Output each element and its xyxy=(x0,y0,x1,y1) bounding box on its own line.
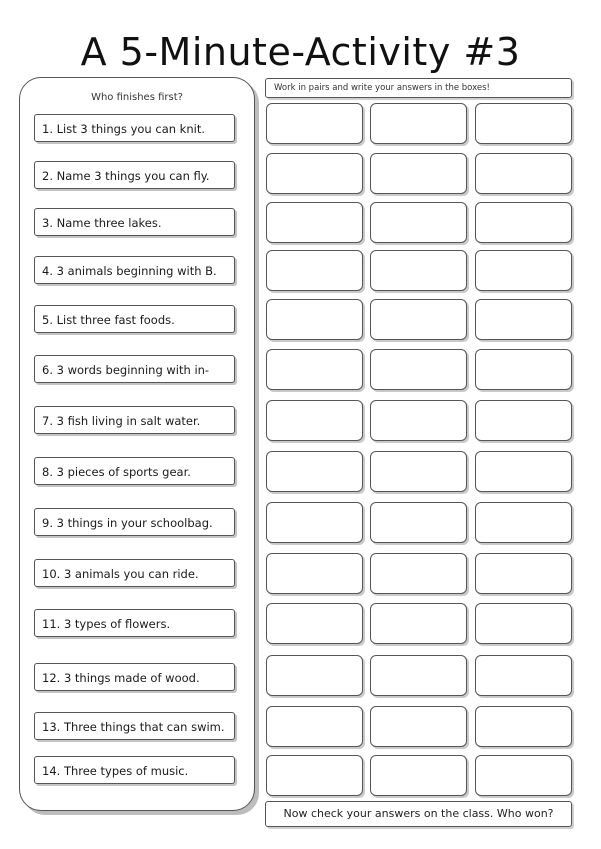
answer-box-q4-2[interactable] xyxy=(370,250,467,291)
question-9: 9. 3 things in your schoolbag. xyxy=(34,508,235,536)
answer-box-q6-3[interactable] xyxy=(475,349,572,390)
answer-box-q4-3[interactable] xyxy=(475,250,572,291)
answer-box-q11-1[interactable] xyxy=(266,603,363,644)
question-13: 13. Three things that can swim. xyxy=(34,712,235,740)
answer-box-q10-3[interactable] xyxy=(475,553,572,594)
question-5: 5. List three fast foods. xyxy=(34,305,235,333)
answer-box-q14-2[interactable] xyxy=(370,755,467,796)
answer-box-q2-1[interactable] xyxy=(266,153,363,194)
answer-box-q1-2[interactable] xyxy=(370,103,467,144)
question-3: 3. Name three lakes. xyxy=(34,208,235,236)
questions-panel xyxy=(19,77,255,811)
answer-box-q10-2[interactable] xyxy=(370,553,467,594)
answer-box-q8-1[interactable] xyxy=(266,451,363,492)
answer-box-q7-1[interactable] xyxy=(266,400,363,441)
answer-box-q3-1[interactable] xyxy=(266,202,363,243)
answer-box-q9-1[interactable] xyxy=(266,502,363,543)
question-10: 10. 3 animals you can ride. xyxy=(34,559,235,587)
answer-box-q12-3[interactable] xyxy=(475,655,572,696)
instructions-box: Work in pairs and write your answers in the boxes! xyxy=(265,78,572,98)
question-11: 11. 3 types of flowers. xyxy=(34,609,235,637)
answer-box-q13-2[interactable] xyxy=(370,706,467,747)
answer-box-q7-2[interactable] xyxy=(370,400,467,441)
answer-box-q3-3[interactable] xyxy=(475,202,572,243)
answer-box-q12-1[interactable] xyxy=(266,655,363,696)
question-2: 2. Name 3 things you can fly. xyxy=(34,161,235,189)
question-8: 8. 3 pieces of sports gear. xyxy=(34,457,235,485)
answer-box-q6-2[interactable] xyxy=(370,349,467,390)
answer-box-q2-2[interactable] xyxy=(370,153,467,194)
answer-box-q8-2[interactable] xyxy=(370,451,467,492)
panel-header: Who finishes first? xyxy=(91,92,183,103)
answer-box-q10-1[interactable] xyxy=(266,553,363,594)
answer-box-q1-1[interactable] xyxy=(266,103,363,144)
answer-box-q11-2[interactable] xyxy=(370,603,467,644)
footer-note: Now check your answers on the class. Who won? xyxy=(265,801,572,827)
question-4: 4. 3 animals beginning with B. xyxy=(34,256,235,284)
answer-box-q4-1[interactable] xyxy=(266,250,363,291)
answer-box-q8-3[interactable] xyxy=(475,451,572,492)
answer-box-q13-1[interactable] xyxy=(266,706,363,747)
answer-box-q3-2[interactable] xyxy=(370,202,467,243)
answer-box-q14-3[interactable] xyxy=(475,755,572,796)
question-1: 1. List 3 things you can knit. xyxy=(34,114,235,142)
answer-box-q14-1[interactable] xyxy=(266,755,363,796)
question-7: 7. 3 fish living in salt water. xyxy=(34,406,235,434)
answer-box-q7-3[interactable] xyxy=(475,400,572,441)
answer-box-q2-3[interactable] xyxy=(475,153,572,194)
answer-box-q1-3[interactable] xyxy=(475,103,572,144)
answer-box-q11-3[interactable] xyxy=(475,603,572,644)
answer-box-q9-3[interactable] xyxy=(475,502,572,543)
answer-box-q9-2[interactable] xyxy=(370,502,467,543)
answer-box-q5-2[interactable] xyxy=(370,299,467,340)
question-14: 14. Three types of music. xyxy=(34,756,235,784)
answer-box-q5-1[interactable] xyxy=(266,299,363,340)
question-6: 6. 3 words beginning with in- xyxy=(34,355,235,383)
answer-box-q5-3[interactable] xyxy=(475,299,572,340)
answer-box-q13-3[interactable] xyxy=(475,706,572,747)
question-12: 12. 3 things made of wood. xyxy=(34,663,235,691)
answer-box-q12-2[interactable] xyxy=(370,655,467,696)
worksheet-title: A 5-Minute-Activity #3 xyxy=(80,30,521,74)
answer-box-q6-1[interactable] xyxy=(266,349,363,390)
